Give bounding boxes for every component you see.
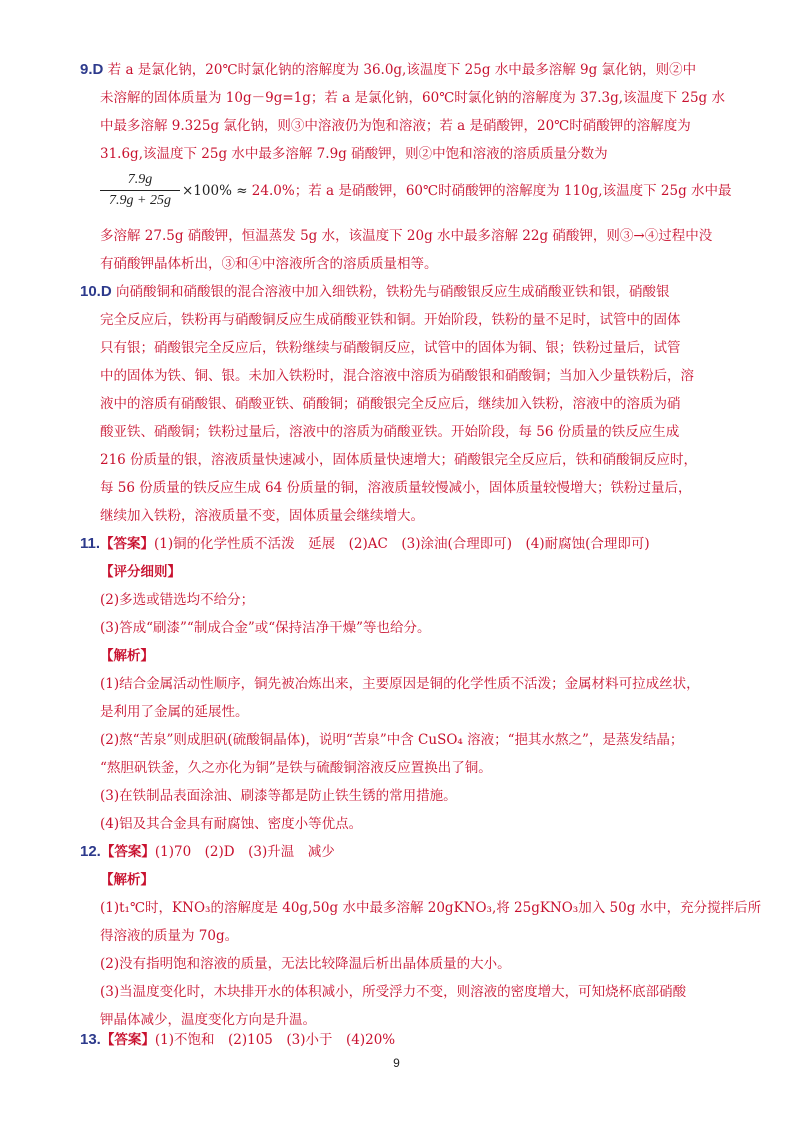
q11-number: 11.	[80, 535, 101, 552]
q9-text-1: 若 a 是氯化钠，20℃时氯化钠的溶解度为 36.0g,该温度下 25g 水中最多溶解 9g 氯化钠，则②中	[107, 62, 697, 78]
q9-text-4: 31.6g,该温度下 25g 水中最多溶解 7.9g 硝酸钾，则②中饱和溶液的溶质质量分数为	[100, 146, 608, 162]
q9-fraction-numerator: 7.9g	[100, 172, 180, 191]
q11-analysis-2: 是利用了金属的延展性。	[100, 704, 249, 720]
q9-after-fraction	[172, 181, 732, 201]
q12-number: 12.	[80, 843, 101, 860]
q9-text-2: 未溶解的固体质量为 10g－9g=1g；若 a 是氯化钠，60℃时氯化钠的溶解度为 37.3g,该温度下 25g 水	[100, 90, 725, 106]
q10-text-6: 酸亚铁、硝酸铜；铁粉过量后，溶液中的溶质为硝酸亚铁。开始阶段，每 56 份质量的铁反应生成	[100, 424, 680, 440]
q12-analysis-2: 得溶液的质量为 70g。	[100, 928, 239, 944]
q9-number: 9.	[80, 61, 93, 78]
q9-text-7: 有硝酸钾晶体析出，③和④中溶液所含的溶质质量相等。	[100, 256, 438, 272]
q10-text-5: 液中的溶质有硝酸银、硝酸亚铁、硝酸铜；硝酸银完全反应后，继续加入铁粉，溶液中的溶质为硝	[100, 396, 681, 412]
q10-text-3: 只有银；硝酸银完全反应后，铁粉继续与硝酸铜反应，试管中的固体为铜、银；铁粉过量后，试管	[100, 340, 681, 356]
q10-line-1	[80, 282, 670, 302]
q10-number: 10.	[80, 283, 101, 300]
q13-answer-tag: 【答案】	[100, 1032, 155, 1048]
q10-text-8: 每 56 份质量的铁反应生成 64 份质量的铜，溶液质量较慢减小，固体质量较慢增大；铁粉过量后，	[100, 480, 692, 496]
q12-analysis-4: (3)当温度变化时，木块排开水的体积减小，所受浮力不变，则溶液的密度增大，可知烧杯底部硝酸	[100, 984, 687, 1000]
q9-fraction	[100, 172, 180, 209]
q10-text-2: 完全反应后，铁粉再与硝酸铜反应生成硝酸亚铁和铜。开始阶段，铁粉的量不足时，试管中的固体	[100, 312, 681, 328]
q10-text-7: 216 份质量的银，溶液质量快速减小，固体质量快速增大；硝酸银完全反应后，铁和硝酸铜反应时，	[100, 452, 698, 468]
page-number: 9	[393, 1056, 400, 1070]
q10-text-1: 向硝酸铜和硝酸银的混合溶液中加入细铁粉，铁粉先与硝酸银反应生成硝酸亚铁和银，硝酸银	[116, 284, 670, 300]
q11-analysis-4: “熬胆矾铁釜，久之亦化为铜”是铁与硫酸铜溶液反应置换出了铜。	[100, 760, 492, 776]
q11-rubric-tag: 【评分细则】	[100, 564, 181, 580]
q9-line-1	[80, 60, 696, 80]
q12-analysis-tag: 【解析】	[100, 872, 154, 888]
q9-fraction-tail: ×100% ≈	[182, 183, 248, 199]
q11-line-1	[80, 534, 650, 554]
q11-analysis-3: (2)熬“苦泉”则成胆矾(硫酸铜晶体)，说明“苦泉”中含 CuSO₄ 溶液；“挹其水熬之”，是蒸发结晶；	[100, 732, 684, 748]
q11-rubric-2: (3)答成“刷漆”“制成合金”或“保持洁净干燥”等也给分。	[100, 620, 431, 636]
q11-answer-tag: 【答案】	[100, 536, 155, 552]
q11-analysis-5: (3)在铁制品表面涂油、刷漆等都是防止铁生锈的常用措施。	[100, 788, 457, 804]
q12-analysis-5: 钾晶体减少，温度变化方向是升温。	[100, 1012, 316, 1028]
q9-fraction-denominator: 7.9g + 25g	[109, 193, 171, 208]
q11-answer: (1)铜的化学性质不活泼 延展 (2)AC (3)涂油(合理即可) (4)耐腐蚀(合理即可)	[154, 536, 650, 552]
q12-answer: (1)70 (2)D (3)升温 减少	[154, 844, 335, 860]
q11-analysis-6: (4)铝及其合金具有耐腐蚀、密度小等优点。	[100, 816, 363, 832]
q12-analysis-3: (2)没有指明饱和溶液的质量，无法比较降温后析出晶体质量的大小。	[100, 956, 511, 972]
q9-text-3: 中最多溶解 9.325g 氯化钠，则③中溶液仍为饱和溶液；若 a 是硝酸钾，20℃时硝酸钾的溶解度为	[100, 118, 691, 134]
q12-line-1	[80, 842, 335, 862]
q9-answer: D	[92, 61, 104, 78]
q10-text-4: 中的固体为铁、铜、银。未加入铁粉时，混合溶液中溶质为硝酸银和硝酸铜；当加入少量铁粉后，溶	[100, 368, 694, 384]
q13-number: 13.	[80, 1031, 101, 1048]
q12-answer-tag: 【答案】	[100, 844, 155, 860]
q13-answer: (1)不饱和 (2)105 (3)小于 (4)20%	[154, 1032, 396, 1048]
q11-rubric-1: (2)多选或错选均不给分；	[100, 592, 255, 608]
q9-text-6: 多溶解 27.5g 硝酸钾，恒温蒸发 5g 水，该温度下 20g 水中最多溶解 22g 硝酸钾，则③→④过程中没	[100, 228, 713, 244]
q10-answer: D	[100, 283, 112, 300]
q11-analysis-1: (1)结合金属活动性顺序，铜先被冶炼出来，主要原因是铜的化学性质不活泼；金属材料可拉成丝状，	[100, 676, 700, 692]
q12-analysis-1: (1)t₁℃时，KNO₃的溶解度是 40g,50g 水中最多溶解 20gKNO₃,将 25gKNO₃加入 50g 水中，充分搅拌后所	[100, 900, 762, 916]
q13-line-1	[80, 1030, 395, 1050]
q9-text-5: 24.0%；若 a 是硝酸钾，60℃时硝酸钾的溶解度为 110g,该温度下 25g 水中最	[247, 183, 732, 199]
q10-text-9: 继续加入铁粉，溶液质量不变，固体质量会继续增大。	[100, 508, 424, 524]
q11-analysis-tag: 【解析】	[100, 648, 154, 664]
